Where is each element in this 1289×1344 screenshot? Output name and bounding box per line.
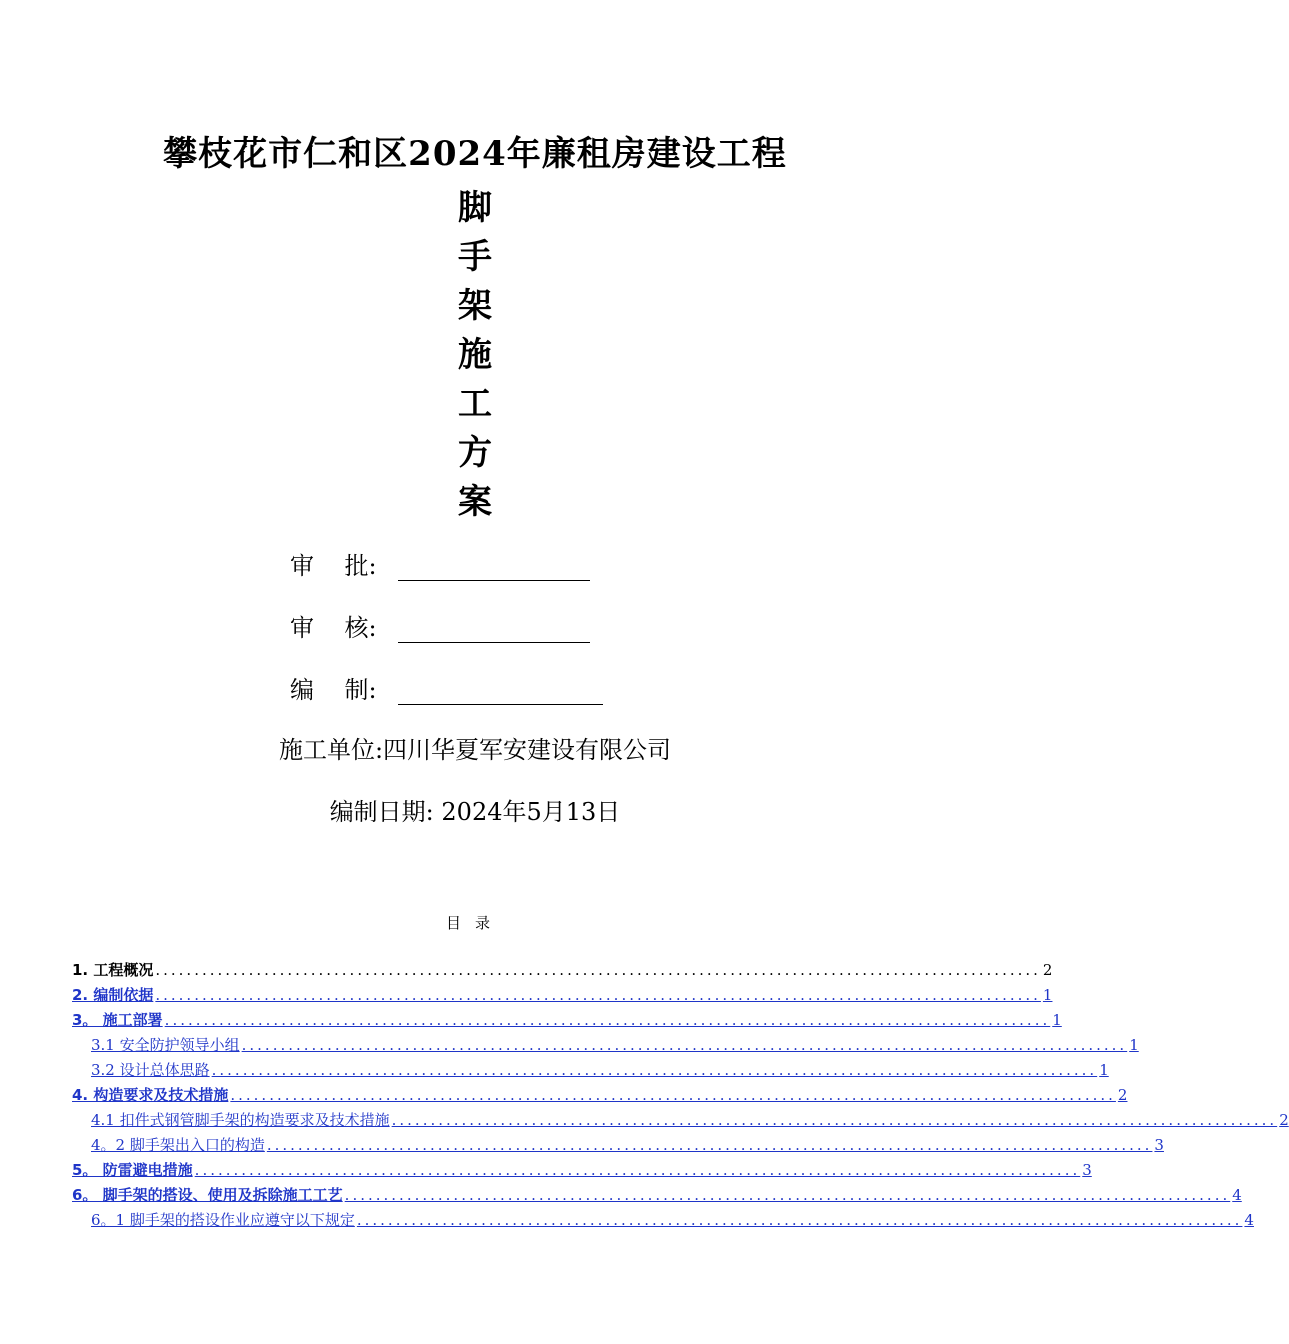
toc-page-number: 2 xyxy=(1117,1086,1128,1104)
title-char-1: 脚 xyxy=(458,188,492,228)
toc-entry-text: 3。 施工部署 xyxy=(72,1011,163,1029)
toc-entry-text: 4. 构造要求及技术措施 xyxy=(72,1086,229,1104)
toc-heading: 目录 xyxy=(445,914,504,932)
review-signature-line xyxy=(398,620,590,643)
toc-entry-text: 3.2 设计总体思路 xyxy=(91,1061,210,1079)
toc-entry[interactable] xyxy=(72,958,1053,983)
toc-entry-text: 1. 工程概况 xyxy=(72,961,154,979)
toc-leader-dots: .................................................................................................................. xyxy=(155,961,1041,979)
toc-leader-dots: .................................................................................................................. xyxy=(164,1011,1051,1029)
review-row xyxy=(290,608,590,643)
compile-signature-line xyxy=(398,682,603,705)
construction-unit: 施工单位:四川华夏军安建设有限公司 xyxy=(278,736,672,764)
toc-entry-text: 6。1 脚手架的搭设作业应遵守以下规定 xyxy=(91,1211,355,1229)
toc-entry[interactable] xyxy=(72,1083,1128,1108)
toc-entry[interactable] xyxy=(72,1008,1062,1033)
table-of-contents xyxy=(72,958,1289,1233)
toc-leader-dots: .................................................................................................................. xyxy=(391,1111,1278,1129)
toc-page-number: 1 xyxy=(1129,1036,1139,1054)
toc-entry[interactable] xyxy=(72,983,1053,1008)
toc-page-number: 1 xyxy=(1099,1061,1109,1079)
toc-leader-dots: .................................................................................................................. xyxy=(241,1036,1128,1054)
toc-entry[interactable] xyxy=(72,1208,1254,1233)
toc-page-number: 2 xyxy=(1042,961,1053,979)
toc-leader-dots: .................................................................................................................. xyxy=(230,1086,1116,1104)
title-char-2: 手 xyxy=(458,237,492,277)
toc-entry[interactable] xyxy=(72,1183,1242,1208)
title-char-4: 施 xyxy=(458,335,492,375)
toc-leader-dots: .................................................................................................................. xyxy=(211,1061,1098,1079)
toc-entry-text: 2. 编制依据 xyxy=(72,986,154,1004)
toc-page-number: 2 xyxy=(1279,1111,1289,1129)
title-char-7: 案 xyxy=(458,482,492,522)
toc-leader-dots: .................................................................................................................. xyxy=(155,986,1041,1004)
toc-entry-text: 4.1 扣件式钢管脚手架的构造要求及技术措施 xyxy=(91,1111,390,1129)
toc-page-number: 1 xyxy=(1042,986,1053,1004)
toc-leader-dots: .................................................................................................................. xyxy=(194,1161,1081,1179)
toc-entry[interactable] xyxy=(72,1158,1092,1183)
toc-leader-dots: .................................................................................................................. xyxy=(356,1211,1243,1229)
review-label: 审 核: xyxy=(290,614,377,642)
toc-page-number: 3 xyxy=(1154,1136,1164,1154)
toc-leader-dots: .................................................................................................................. xyxy=(266,1136,1153,1154)
toc-entry[interactable] xyxy=(72,1058,1109,1083)
compile-date: 编制日期: 2024年5月13日 xyxy=(329,798,621,826)
toc-entry-text: 3.1 安全防护领导小组 xyxy=(91,1036,240,1054)
approve-row xyxy=(290,546,590,581)
compile-label: 编 制: xyxy=(290,676,377,704)
compile-row xyxy=(290,670,603,705)
toc-page-number: 4 xyxy=(1244,1211,1254,1229)
approve-signature-line xyxy=(398,558,590,581)
title-char-6: 方 xyxy=(458,433,492,473)
document-title: 攀枝花市仁和区2024年廉租房建设工程 xyxy=(163,134,787,174)
toc-entry-text: 4。2 脚手架出入口的构造 xyxy=(91,1136,265,1154)
toc-leader-dots: .................................................................................................................. xyxy=(344,1186,1231,1204)
toc-entry[interactable] xyxy=(72,1108,1289,1133)
toc-entry[interactable] xyxy=(72,1033,1139,1058)
title-char-3: 架 xyxy=(458,286,492,326)
toc-page-number: 1 xyxy=(1052,1011,1062,1029)
toc-entry-text: 5。 防雷避电措施 xyxy=(72,1161,193,1179)
toc-entry-text: 6。 脚手架的搭设、使用及拆除施工工艺 xyxy=(72,1186,343,1204)
toc-page-number: 3 xyxy=(1082,1161,1092,1179)
title-char-5: 工 xyxy=(458,384,492,424)
approve-label: 审 批: xyxy=(290,552,377,580)
toc-page-number: 4 xyxy=(1232,1186,1242,1204)
toc-entry[interactable] xyxy=(72,1133,1164,1158)
